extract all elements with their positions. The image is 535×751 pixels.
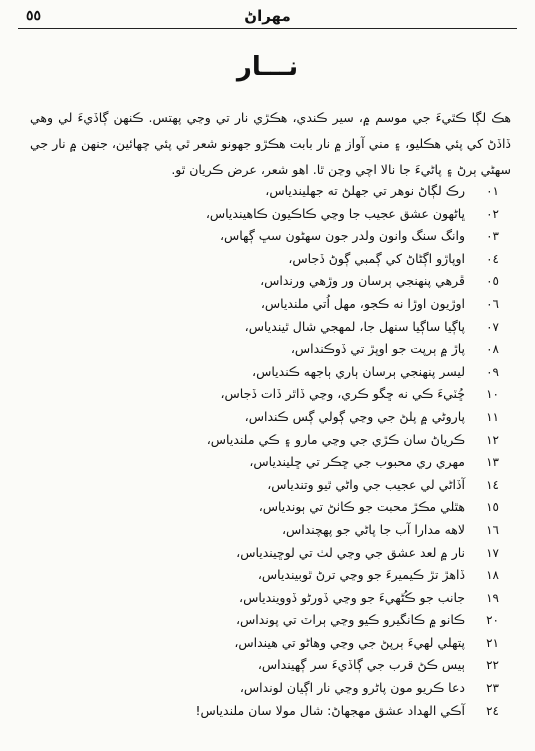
verse-number: ١٩: [486, 590, 499, 605]
verse-text: دعا ڪريو مون پاڻرو وڃي نار اڳيان لونداس،: [239, 680, 466, 696]
verse-line: [40, 429, 499, 452]
verse-line: [40, 451, 499, 474]
verse-text: وانگ سنگ وانون ولدر جون سهڻون سڀ ڳهاس،: [219, 228, 466, 244]
intro-paragraph: هڪ لڳا ڪٿيءَ جي موسم ۾، سير ڪندي، هڪڙي نار تي وڃي پهتس. ڪنهن ڳاڏيءَ لي وهي ڏاڏڻ کي پئي هڪليو، ۽ مني آواز ۾ نار بابت هڪڙو جهونو شعر ٿي پئي چهائين، جنهن ۾ نار جي سهڻي ٻرڻ ۽ پاڻيءَ جا نالا اچي وڃن ٿا. اهو شعر، عرض ڪريان ٿو.: [30, 109, 511, 177]
verse-line: [40, 225, 499, 248]
verse-text: پاڳيا ساڳيا سنهل جا، لمهجي شال ٿيندياس،: [244, 318, 466, 334]
verse-line: [40, 542, 499, 565]
verse-line: [40, 383, 499, 406]
verse-number: ٢٠: [486, 613, 499, 628]
verse-line: [40, 587, 499, 610]
verse-line: [40, 316, 499, 339]
verse-line: [40, 609, 499, 632]
verse-line: [40, 654, 499, 677]
verse-text: ڀاڻهون عشق عجيب جا وڃي ڪاڪيون ڪاهيندياس،: [205, 205, 466, 221]
verse-text: پتهلي لهيءَ ٻرپڻ جي وڃي وهاڻو تي هينداس،: [234, 634, 466, 650]
verse-text: جانب جو ڪُڻهيءَ جو وڃي ڏورڻو ڏوويندياس،: [239, 589, 466, 605]
verse-text: رڪ لڳاڻ نوهر تي جهلڻ ته جهليندياس،: [265, 183, 466, 198]
verse-number: ٢٢: [486, 658, 499, 673]
verse-line: [40, 564, 499, 587]
verse-list: [40, 180, 499, 722]
verse-text: ڏاهڙ تڙ ڪيميرءَ جو وڃي ترڻ ٿوبيندياس،: [257, 567, 466, 583]
verse-line: [40, 519, 499, 542]
verse-text: آڪي الهداد عشق مهجهاڻ: شال مولا سان ملندياس!: [195, 702, 466, 718]
verse-text: آڏاڻي لي عجيب جي واڻي ٿيو وتندياس،: [267, 476, 466, 492]
verse-number: ١٣: [486, 455, 499, 470]
verse-text: اوڙيون اوڙا نه ڪجو، مهل اُتي ملندياس،: [260, 295, 466, 311]
verse-number: ٠٤: [486, 251, 499, 266]
running-head: مهراڻ: [244, 7, 291, 25]
verse-line: [40, 406, 499, 429]
verse-line: [40, 474, 499, 497]
verse-line: [40, 180, 499, 203]
verse-number: ٠٥: [486, 274, 499, 289]
verse-number: ٠١: [486, 184, 499, 198]
verse-number: ٠٦: [486, 296, 499, 311]
verse-text: هٿلي مڪڙ محبت جو ڪاٺڻ تي ٻوندياس،: [258, 499, 466, 515]
verse-number: ٠٧: [486, 319, 499, 334]
verse-number: ٠٩: [486, 364, 499, 379]
verse-number: ١٤: [486, 477, 499, 492]
verse-number: ٢٣: [486, 681, 499, 696]
verse-text: نار ۾ لعد عشق جي وڃي لٺ تي لوڇيندياس،: [236, 544, 466, 560]
verse-line: [40, 700, 499, 723]
verse-text: ٻيس ڪڻ قرب جي ڳاڏيءَ سر ڳهينداس،: [257, 657, 466, 673]
page-header: [18, 6, 517, 29]
page-number: ٥٥: [26, 8, 42, 24]
verse-number: ١٢: [486, 432, 499, 447]
verse-text: ڪانو ۾ ڪانگيرو ڪيو وڃي ٻراٽ تي پونداس،: [236, 612, 466, 628]
verse-number: ٠٣: [486, 229, 499, 244]
verse-line: [40, 496, 499, 519]
verse-number: ١٨: [486, 568, 499, 583]
verse-line: [40, 203, 499, 226]
verse-text: ڇُٽيءَ ڪي نه ڇگو ڪري، وڃي ڏاٿر ڏات ڏجاس،: [220, 386, 466, 402]
verse-number: ١١: [486, 409, 499, 424]
verse-number: ٢١: [486, 635, 499, 650]
verse-number: ١٠: [486, 387, 499, 402]
verse-text: ڪرياڻ سان ڪڙي جي وڃي مارو ۽ ڪي ملندياس،: [206, 431, 466, 447]
poem-title: نـــار: [236, 52, 299, 82]
verse-text: ليسر پنهنجي ٻرسان ٻاري ٻاجهه ڪندياس،: [252, 363, 466, 379]
verse-number: ١٧: [486, 545, 499, 560]
verse-number: ٠٢: [486, 206, 499, 221]
verse-text: پاڙ ۾ ٻرپت جو اوپڙ تي ڏوڪنداس،: [290, 341, 466, 357]
verse-text: مهري ري محبوب جي ڇڪر تي ڇليندياس،: [249, 454, 466, 470]
verse-number: ٠٨: [486, 342, 499, 357]
verse-number: ١٦: [486, 522, 499, 537]
verse-line: [40, 270, 499, 293]
verse-number: ٢٤: [486, 703, 499, 718]
verse-text: ڦرهي پنهنجي ٻرسان ور وڙهي ورنداس،: [260, 273, 466, 289]
verse-line: [40, 338, 499, 361]
verse-line: [40, 361, 499, 384]
verse-line: [40, 248, 499, 271]
verse-number: ١٥: [486, 500, 499, 515]
verse-text: لاهه مدارا آب جا پاڻي جو پهچنداس،: [281, 521, 466, 537]
verse-line: [40, 293, 499, 316]
verse-line: [40, 632, 499, 655]
verse-line: [40, 677, 499, 700]
verse-text: پاروڻي ۾ پلڻ جي وڃي ڳولي ڳس ڪنداس،: [244, 408, 466, 424]
verse-text: اوپاڙو اڳڻاڻ کي ڳمبي ڳوڻ ڏجاس،: [288, 250, 466, 266]
